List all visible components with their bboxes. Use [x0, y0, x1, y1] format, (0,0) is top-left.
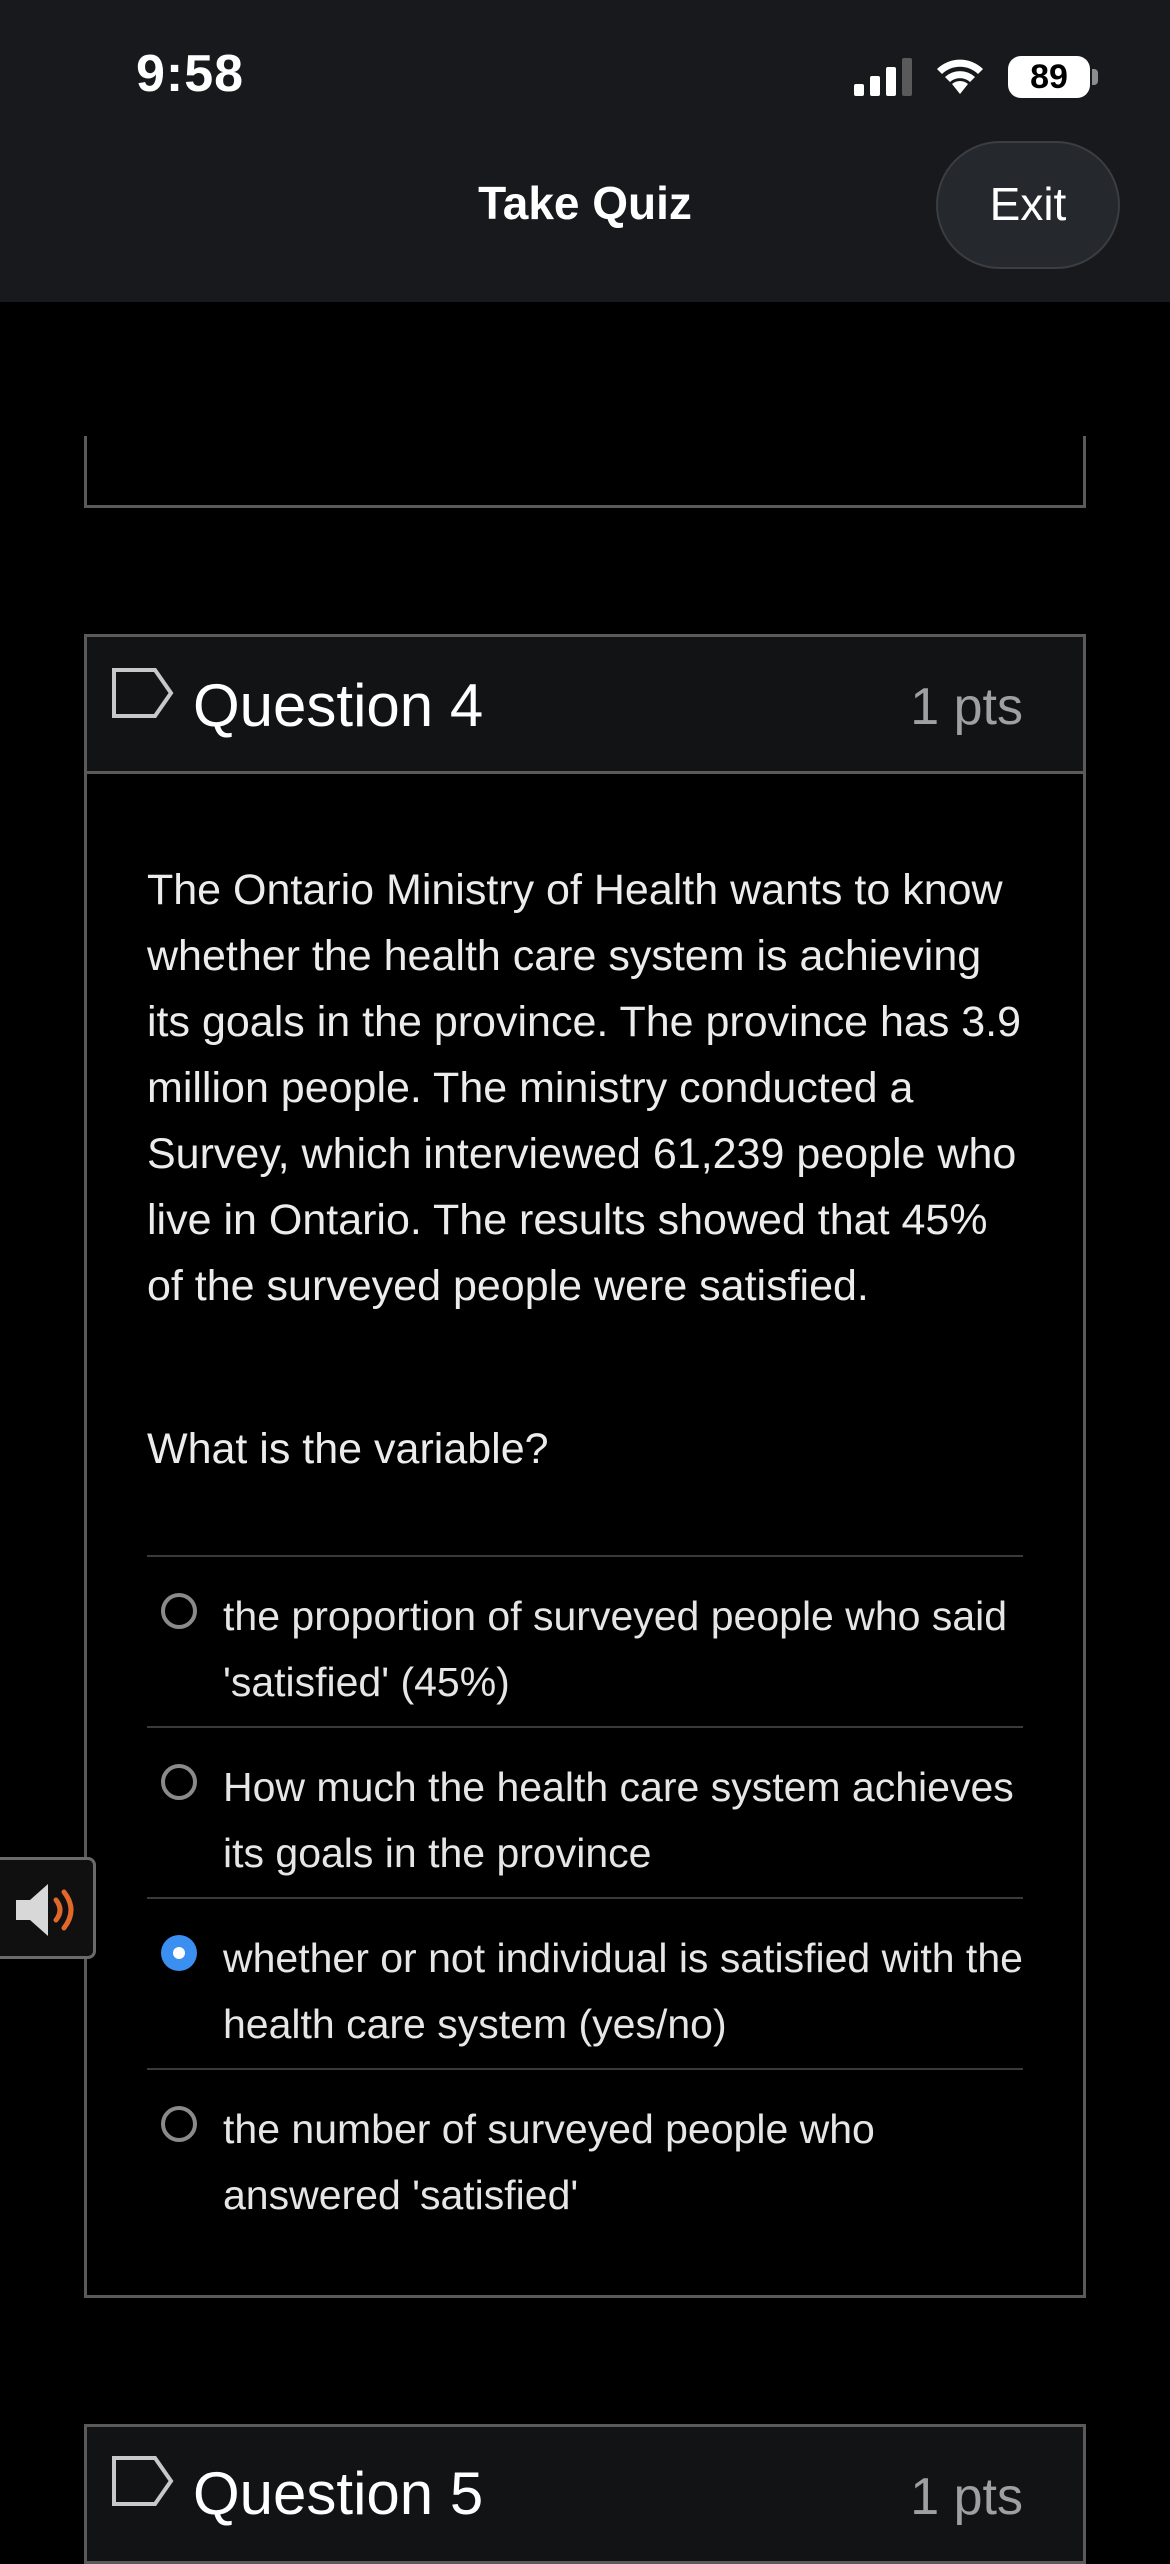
- answer-label: the number of surveyed people who answered 'satisfied': [223, 2106, 875, 2218]
- radio-button[interactable]: [161, 1593, 197, 1629]
- question-title: Question 4: [193, 672, 484, 739]
- question-points: 1 pts: [910, 2468, 1023, 2526]
- battery-indicator: 89: [1008, 56, 1090, 98]
- answer-label: How much the health care system achieves its goals in the province: [223, 1764, 1014, 1876]
- previous-question-card: [84, 436, 1086, 508]
- answer-option[interactable]: [147, 1726, 1023, 1897]
- answer-list: [147, 1555, 1023, 2239]
- answer-option[interactable]: [147, 1555, 1023, 1726]
- top-bar: [0, 0, 1170, 302]
- exit-button[interactable]: Exit: [936, 141, 1120, 269]
- answer-option[interactable]: [147, 2068, 1023, 2239]
- status-time: 9:58: [136, 45, 245, 103]
- radio-button-selected[interactable]: [161, 1935, 197, 1971]
- cellular-signal-icon: [854, 58, 914, 96]
- text-to-speech-button[interactable]: [0, 1857, 96, 1959]
- next-question-header: [84, 2424, 1086, 2564]
- question-title: Question 5: [193, 2460, 484, 2527]
- question-points: 1 pts: [910, 678, 1023, 736]
- battery-tip: [1092, 69, 1098, 85]
- question-text: The Ontario Ministry of Health wants to know whether the health care system is achieving its goals in the province. The province has 3.9 million people. The ministry conducted a Survey, which interviewed 61,239 people who live in Ontario. The results showed that 45% of the surveyed people were satisfied.: [147, 866, 1022, 1310]
- question-header: [87, 637, 1083, 774]
- answer-label: whether or not individual is satisfied with the health care system (yes/no): [223, 1935, 1023, 2047]
- radio-button[interactable]: [161, 2106, 197, 2142]
- speaker-icon: [12, 1880, 82, 1940]
- radio-button[interactable]: [161, 1764, 197, 1800]
- flag-question-icon[interactable]: [111, 667, 175, 719]
- question-prompt: What is the variable?: [147, 1425, 549, 1473]
- wifi-icon: [932, 54, 988, 96]
- answer-option[interactable]: [147, 1897, 1023, 2068]
- flag-question-icon[interactable]: [111, 2455, 175, 2507]
- question-card: [84, 634, 1086, 2298]
- page-title: Take Quiz: [478, 177, 692, 229]
- answer-label: the proportion of surveyed people who said 'satisfied' (45%): [223, 1593, 1008, 1705]
